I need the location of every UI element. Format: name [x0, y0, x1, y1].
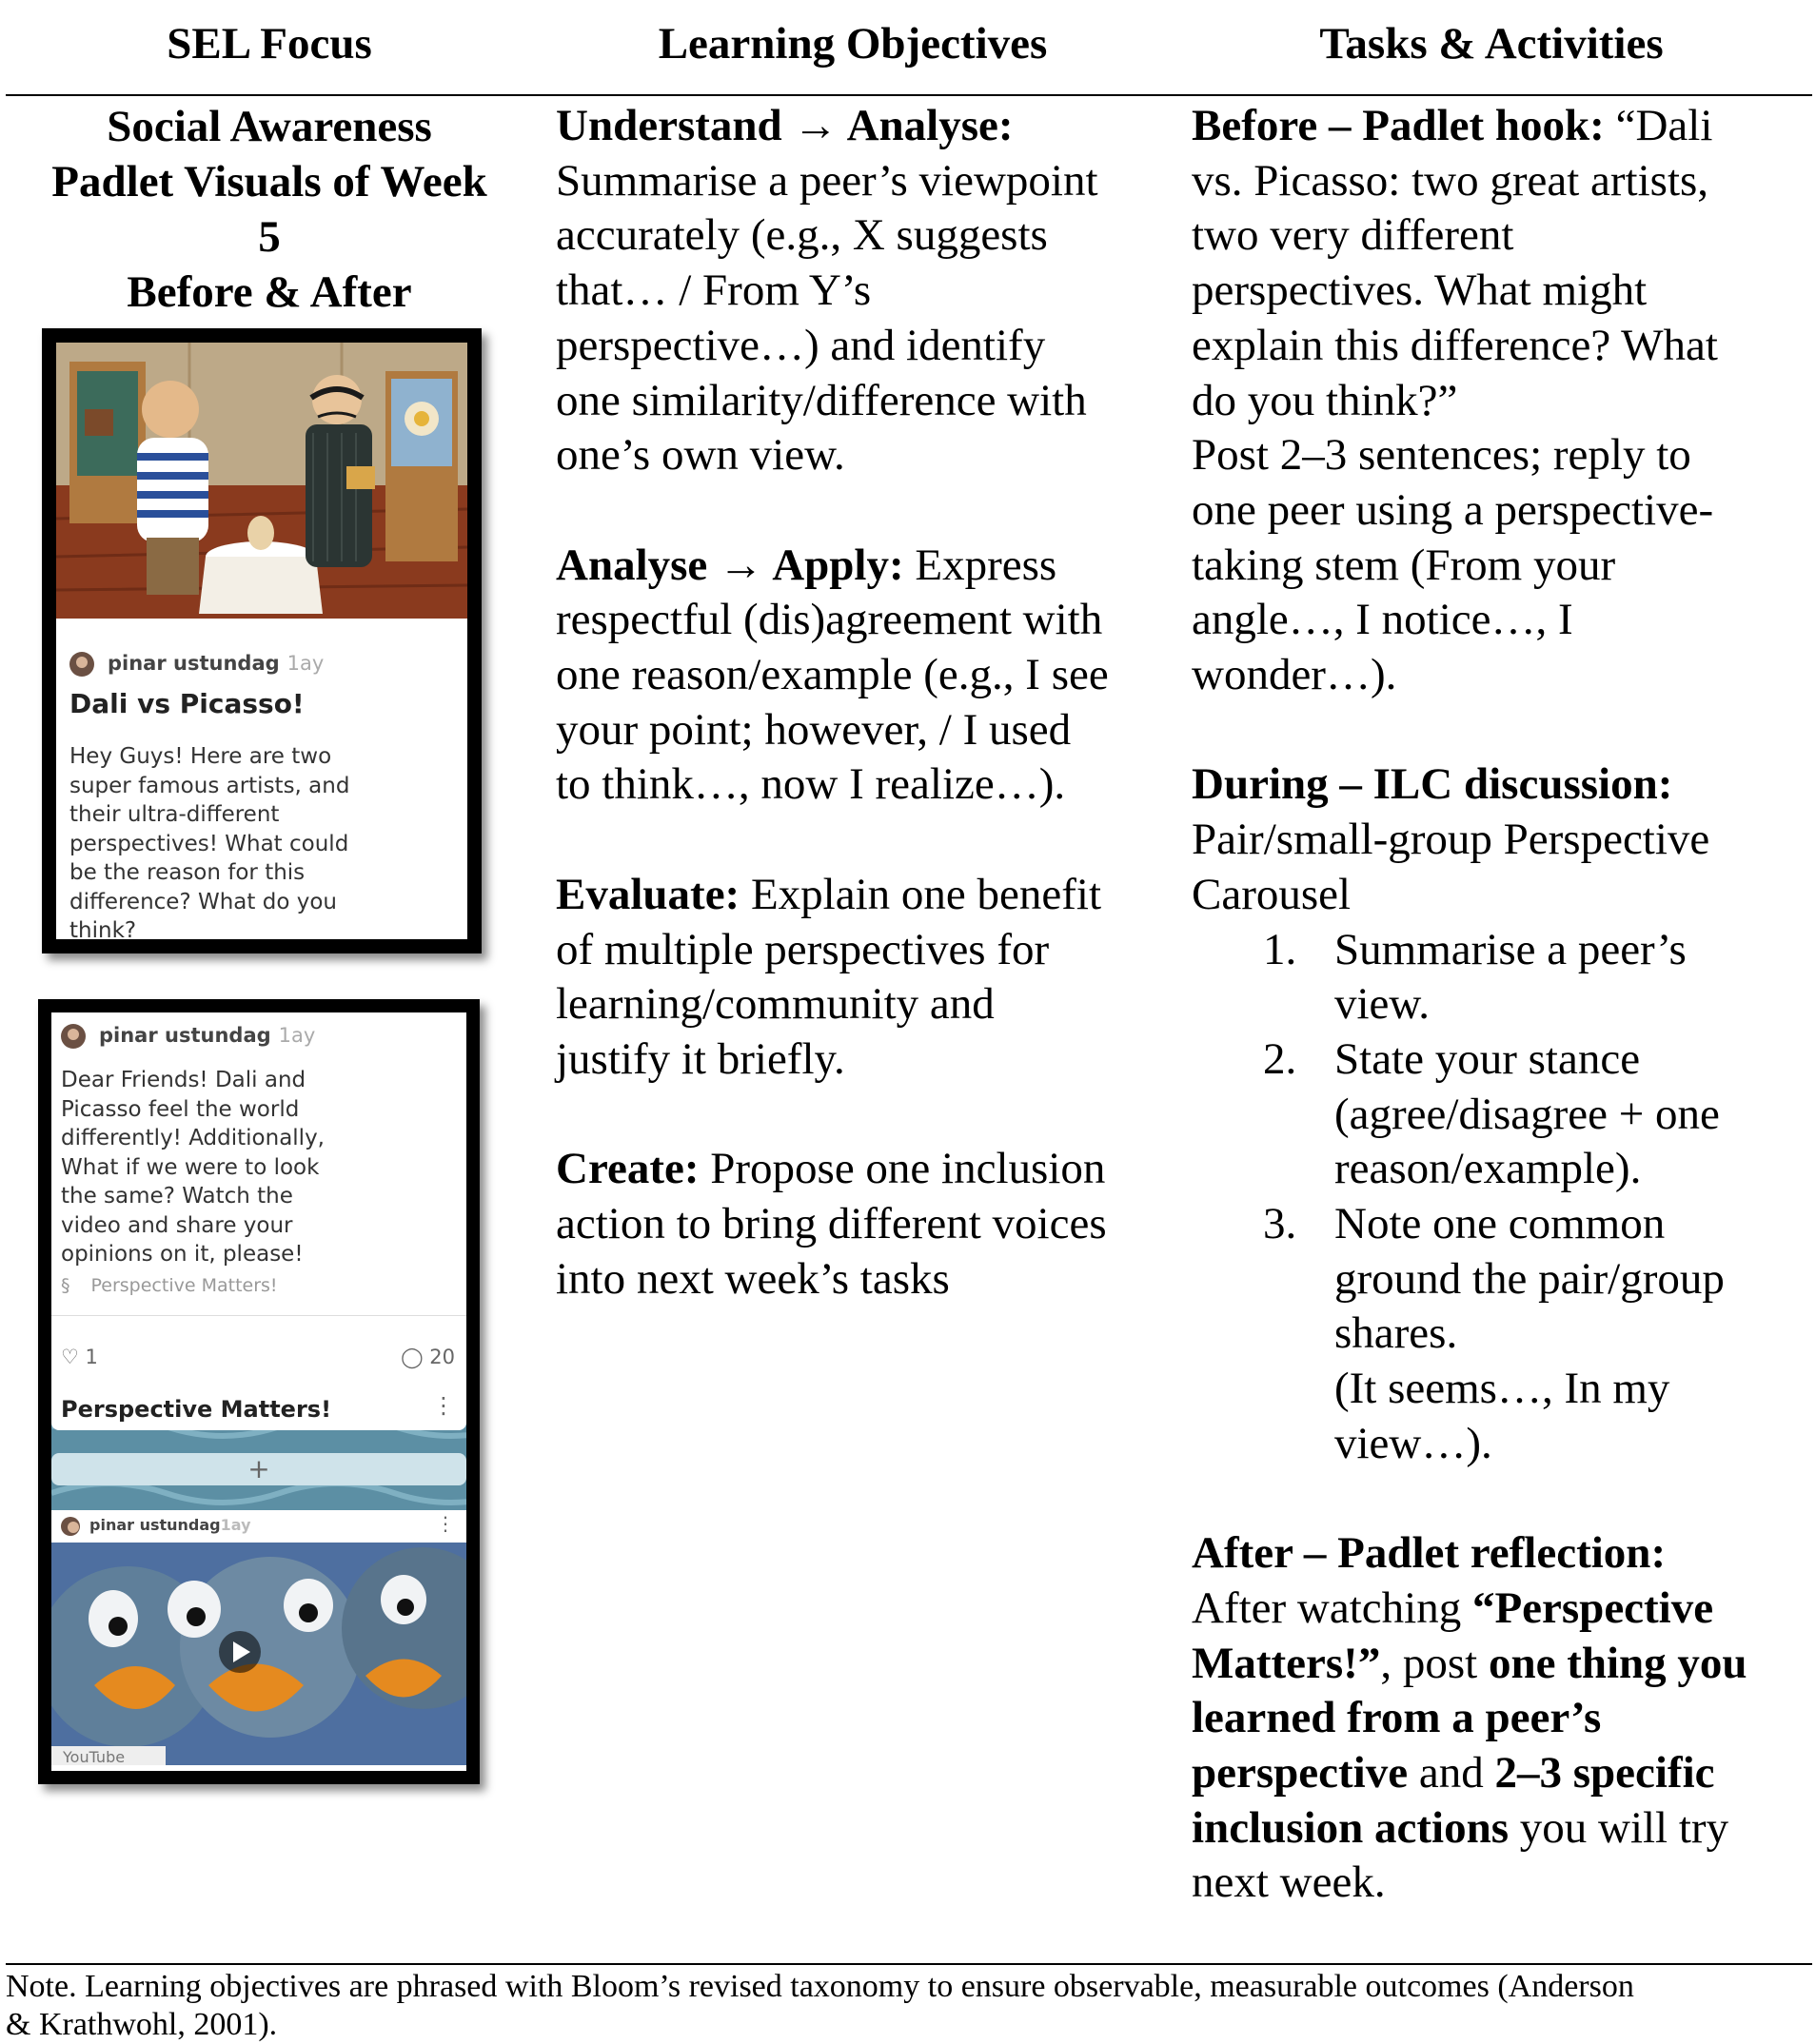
sel-focus-line: Before & After: [127, 267, 412, 317]
task-text: After watching: [1192, 1582, 1472, 1633]
table-bottom-rule: [6, 1963, 1812, 1965]
post-body-line: the same? Watch the: [61, 1184, 293, 1209]
objective-label: Create:: [556, 1144, 700, 1194]
heart-icon: ♡: [61, 1346, 79, 1368]
post-body-line: Picasso feel the world: [61, 1096, 300, 1122]
header-learning-objectives: Learning Objectives: [658, 19, 1048, 69]
learning-objectives-column: [556, 99, 1165, 1307]
step-number: 3.: [1263, 1199, 1297, 1249]
author-avatar: [69, 652, 94, 677]
objective-line: justify it briefly.: [556, 1033, 845, 1084]
post-body-line: What if we were to look: [61, 1154, 320, 1180]
note-line: Note. Learning objectives are phrased with Bloom’s revised taxonomy to ensure observable, measurable outcomes (Anderson: [6, 1969, 1634, 2004]
like-count: 1: [85, 1346, 98, 1368]
task-emphasis: “Perspective: [1471, 1582, 1714, 1633]
padlet-screenshot-2: [38, 999, 480, 1784]
sel-focus-line: 5: [258, 212, 281, 262]
video-post-meta: [61, 1516, 251, 1536]
post-body-line: super famous artists, and: [69, 773, 350, 798]
video-source-label: YouTube: [63, 1748, 126, 1766]
attachment-label: Perspective Matters!: [90, 1275, 278, 1296]
post-body-line: video and share your: [61, 1212, 293, 1238]
post-age: 1ay: [220, 1516, 251, 1534]
step-line: view.: [1334, 979, 1431, 1030]
post-body-line: be the reason for this: [69, 860, 306, 885]
task-line: [1192, 1582, 1812, 1637]
header-tasks-activities: Tasks & Activities: [1319, 19, 1664, 69]
tasks-activities-column: [1192, 99, 1812, 1911]
task-text: and: [1408, 1748, 1495, 1798]
task-line: [1192, 1801, 1812, 1857]
task-line: explain this difference? What: [1192, 320, 1718, 370]
objective-line: to think…, now I realize…).: [556, 759, 1066, 810]
task-emphasis: learned from a peer’s: [1192, 1693, 1602, 1743]
author-name: pinar ustundag: [108, 652, 280, 675]
task-during: [1192, 757, 1812, 813]
task-after: [1192, 1526, 1812, 1582]
objective-evaluate: [556, 868, 1165, 923]
task-line: [1192, 1691, 1812, 1746]
objective-line: of multiple perspectives for: [556, 924, 1050, 974]
task-line: perspectives. What might: [1192, 265, 1648, 316]
video-thumbnail-birds[interactable]: [51, 1543, 466, 1765]
task-emphasis: 2–3 specific: [1494, 1748, 1715, 1798]
more-options-icon[interactable]: ⋮: [432, 1392, 455, 1419]
comment-icon: ◯: [401, 1346, 424, 1368]
step-item: [1192, 1032, 1812, 1197]
section-title: Perspective Matters!: [61, 1396, 332, 1423]
task-line: vs. Picasso: two great artists,: [1192, 155, 1709, 206]
objective-label: Evaluate:: [556, 869, 740, 919]
task-label: After – Padlet reflection:: [1192, 1528, 1667, 1579]
objective-line: respectful (dis)agreement with: [556, 595, 1103, 645]
card-divider: [51, 1315, 466, 1316]
step-line: view…).: [1334, 1418, 1492, 1468]
padlet-post-card: [56, 343, 467, 939]
discussion-steps: [1192, 923, 1812, 1472]
padlet-section-background: [51, 1388, 466, 1771]
author-name: pinar ustundag: [99, 1024, 271, 1047]
task-text: , post: [1380, 1638, 1489, 1688]
task-line: two very different: [1192, 210, 1514, 261]
objective-line: one’s own view.: [556, 430, 845, 481]
objective-understand: [556, 99, 1165, 154]
task-line: wonder…).: [1192, 650, 1397, 700]
author-avatar: [61, 1517, 80, 1536]
sel-focus-line: Padlet Visuals of Week: [51, 157, 487, 206]
objective-line: accurately (e.g., X suggests: [556, 210, 1048, 261]
header-sel-focus: SEL Focus: [167, 19, 372, 69]
post-body-line: difference? What do you: [69, 889, 337, 914]
post-body: [69, 742, 349, 939]
task-line: do you think?”: [1192, 375, 1458, 425]
objective-line: that… / From Y’s: [556, 265, 872, 316]
comment-button[interactable]: [401, 1346, 455, 1368]
step-line: ground the pair/group: [1334, 1253, 1725, 1304]
step-line: State your stance: [1334, 1033, 1641, 1084]
task-emphasis: inclusion actions: [1192, 1802, 1509, 1853]
post-age: 1ay: [278, 1024, 316, 1047]
post-meta: [61, 1024, 315, 1049]
task-emphasis: Matters!”: [1192, 1638, 1381, 1688]
table-note: [6, 1968, 1812, 2044]
task-line: one peer using a perspective-: [1192, 484, 1714, 535]
objective-label: Understand → Analyse:: [556, 101, 1014, 150]
step-line: reason/example).: [1334, 1144, 1642, 1194]
step-item: [1192, 1197, 1812, 1472]
comment-count: 20: [429, 1346, 455, 1368]
task-line: Pair/small-group Perspective: [1192, 815, 1710, 865]
post-body-line: Hey Guys! Here are two: [69, 744, 332, 769]
objective-line: perspective…) and identify: [556, 320, 1046, 370]
task-line: next week.: [1192, 1857, 1386, 1908]
task-text: you will try: [1509, 1802, 1729, 1853]
step-line: Summarise a peer’s: [1334, 924, 1687, 974]
attachment-link[interactable]: [61, 1275, 278, 1296]
post-body-line: opinions on it, please!: [61, 1242, 304, 1267]
more-options-icon[interactable]: ⋮: [436, 1512, 455, 1535]
objective-line: your point; however, / I used: [556, 704, 1072, 755]
task-text: “Dali: [1604, 101, 1713, 150]
task-emphasis: perspective: [1192, 1748, 1409, 1798]
post-title: Dali vs Picasso!: [69, 688, 305, 719]
post-body: [61, 1066, 325, 1269]
dali-picasso-illustration: [56, 343, 467, 619]
post-age: 1ay: [286, 652, 325, 675]
author-avatar: [61, 1024, 86, 1049]
header-rule: [6, 94, 1812, 96]
task-label: Before – Padlet hook:: [1192, 101, 1605, 150]
padlet-screenshot-1: [42, 328, 482, 953]
link-icon: §: [61, 1275, 70, 1296]
step-number: 1.: [1263, 924, 1297, 974]
step-line: (It seems…, In my: [1334, 1364, 1670, 1414]
post-body-line: their ultra-different: [69, 802, 280, 827]
author-name: pinar ustundag: [89, 1516, 221, 1534]
sel-focus-heading: [0, 99, 539, 320]
sel-focus-line: Social Awareness: [107, 102, 432, 151]
video-post-card[interactable]: [51, 1510, 466, 1771]
post-meta: [69, 652, 324, 677]
objective-line: one reason/example (e.g., I see: [556, 650, 1109, 700]
post-body-line: Dear Friends! Dali and: [61, 1068, 306, 1092]
task-emphasis: one thing you: [1488, 1638, 1747, 1688]
post-body-line: differently! Additionally,: [61, 1126, 325, 1150]
step-item: [1192, 923, 1812, 1032]
objective-label: Analyse → Apply:: [556, 540, 904, 590]
plus-icon: +: [247, 1453, 270, 1484]
like-button[interactable]: [61, 1346, 98, 1368]
post-body-line: think?: [69, 918, 137, 939]
task-before: [1192, 99, 1812, 154]
step-line: (agree/disagree + one: [1334, 1089, 1720, 1139]
step-line: shares.: [1334, 1308, 1458, 1359]
add-post-button[interactable]: [51, 1453, 466, 1485]
objective-text: Express: [903, 540, 1057, 590]
objective-line: action to bring different voices: [556, 1199, 1107, 1249]
note-line: & Krathwohl, 2001).: [6, 2007, 278, 2042]
step-line: Note one common: [1334, 1199, 1666, 1249]
objective-analyse: [556, 539, 1165, 594]
section-header: [51, 1388, 466, 1430]
task-line: taking stem (From your: [1192, 540, 1616, 590]
objective-line: one similarity/difference with: [556, 375, 1087, 425]
task-line: angle…, I notice…, I: [1192, 595, 1573, 645]
task-label: During – ILC discussion:: [1192, 759, 1673, 810]
objective-line: learning/community and: [556, 979, 995, 1030]
task-line: [1192, 1637, 1812, 1692]
objective-text: Propose one inclusion: [699, 1144, 1106, 1194]
post-body-line: perspectives! What could: [69, 831, 349, 856]
objective-text: Explain one benefit: [740, 869, 1102, 919]
task-line: Post 2–3 sentences; reply to: [1192, 430, 1691, 481]
objective-create: [556, 1142, 1165, 1197]
objective-line: into next week’s tasks: [556, 1253, 950, 1304]
objective-line: Summarise a peer’s viewpoint: [556, 155, 1098, 206]
task-line: Carousel: [1192, 869, 1352, 919]
task-line: [1192, 1746, 1812, 1801]
step-number: 2.: [1263, 1033, 1297, 1084]
padlet-post-card: [51, 1012, 466, 1771]
